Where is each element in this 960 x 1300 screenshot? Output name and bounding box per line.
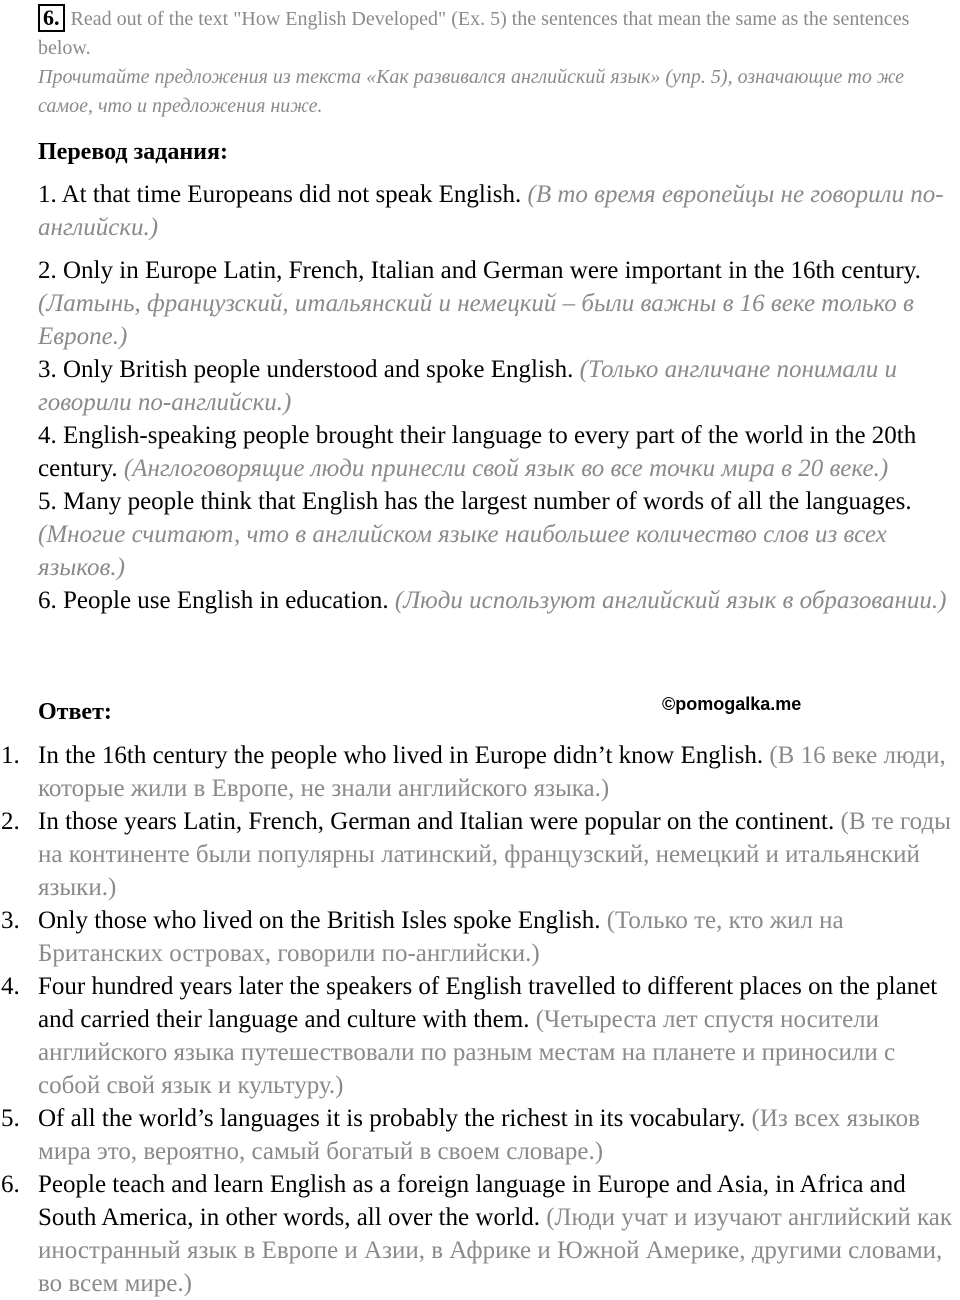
answer-item [0, 970, 958, 1102]
answer-ru: (В 16 веке люди, которые жили в Европе, не знали английского языка.) [38, 742, 946, 802]
answer-ru: (Только те, кто жил на Британских островах, говорили по-английски.) [38, 907, 844, 967]
translation-item-en: 5. Many people think that English has the largest number of words of all the languages. [38, 488, 912, 515]
task-instruction-ru: Прочитайте предложения из текста «Как развивался английский язык» (упр. 5), означающие то же самое, что и предложения ниже. [38, 66, 905, 117]
task-number-box: 6. [38, 4, 65, 32]
answer-en: Of all the world’s languages it is probably the richest in its vocabulary. [38, 1105, 746, 1132]
answer-number: 4. [1, 973, 20, 1000]
translation-list [38, 178, 954, 617]
translation-item-en: 3. Only British people understood and spoke English. [38, 356, 574, 383]
translation-item-en: 2. Only in Europe Latin, French, Italian and German were important in the 16th century. [38, 257, 921, 284]
translation-item [38, 419, 954, 485]
answer-number: 6. [1, 1171, 20, 1198]
answer-en: In the 16th century the people who lived in Europe didn’t know English. [38, 742, 764, 769]
translation-item-ru: (Латынь, французский, итальянский и немецкий – были важны в 16 веке только в Европе.) [38, 290, 914, 350]
answer-ru: (Четыреста лет спустя носители английского языка путешествовали по разным местам на планете и приносили с собой свой язык и культуру.) [38, 1006, 896, 1099]
watermark: ©pomogalka.me [662, 694, 802, 714]
translation-item [38, 353, 954, 419]
answer-en: Only those who lived on the British Isles spoke English. [38, 907, 601, 934]
answer-item [0, 904, 958, 970]
translation-item [38, 178, 954, 244]
translation-heading: Перевод задания: [38, 139, 228, 165]
answer-number: 1. [1, 742, 20, 769]
answer-number: 5. [1, 1105, 20, 1132]
answer-number: 3. [1, 907, 20, 934]
task-instruction-en: Read out of the text "How English Developed" (Ex. 5) the sentences that mean the same as the sentences below. [38, 8, 910, 59]
answer-en: Four hundred years later the speakers of English travelled to different places on the planet and carried their language and culture with them. [38, 973, 938, 1033]
answer-ru: (В те годы на континенте были популярны латинский, французский, немецкий и итальянский языки.) [38, 808, 951, 901]
task-block [38, 4, 950, 121]
answer-number: 2. [1, 808, 20, 835]
translation-item-ru: (В то время европейцы не говорили по-английски.) [38, 181, 944, 241]
translation-item [38, 584, 954, 617]
answer-item [0, 739, 958, 805]
translation-item [38, 485, 954, 584]
translation-item-en: 6. People use English in education. [38, 587, 389, 614]
answer-heading: Ответ: [38, 699, 112, 725]
translation-item-ru: (Только англичане понимали и говорили по-английски.) [38, 356, 898, 416]
translation-item-en: 4. English-speaking people brought their language to every part of the world in the 20th century. [38, 422, 917, 482]
answer-ru: (Из всех языков мира это, вероятно, самый богатый в своем словаре.) [38, 1105, 920, 1165]
answer-item [0, 805, 958, 904]
answer-en: In those years Latin, French, German and Italian were popular on the continent. [38, 808, 835, 835]
answer-en: People teach and learn English as a foreign language in Europe and Asia, in Africa and South America, in other words, all over the world. [38, 1171, 906, 1231]
translation-item-ru: (Многие считают, что в английском языке наибольшее количество слов из всех языков.) [38, 521, 887, 581]
translation-item-ru: (Англоговорящие люди принесли свой язык во все точки мира в 20 веке.) [123, 455, 889, 482]
answer-list [0, 739, 958, 1300]
translation-item-ru: (Люди используют английский язык в образовании.) [394, 587, 947, 614]
translation-item [38, 254, 954, 353]
translation-item-en: 1. At that time Europeans did not speak English. [38, 181, 522, 208]
answer-item [0, 1102, 958, 1168]
answer-item [0, 1168, 958, 1300]
answer-ru: (Люди учат и изучают английский как иностранный язык в Европе и Азии, в Африке и Южной Америке, другими словами, во всем мире.) [38, 1204, 952, 1297]
